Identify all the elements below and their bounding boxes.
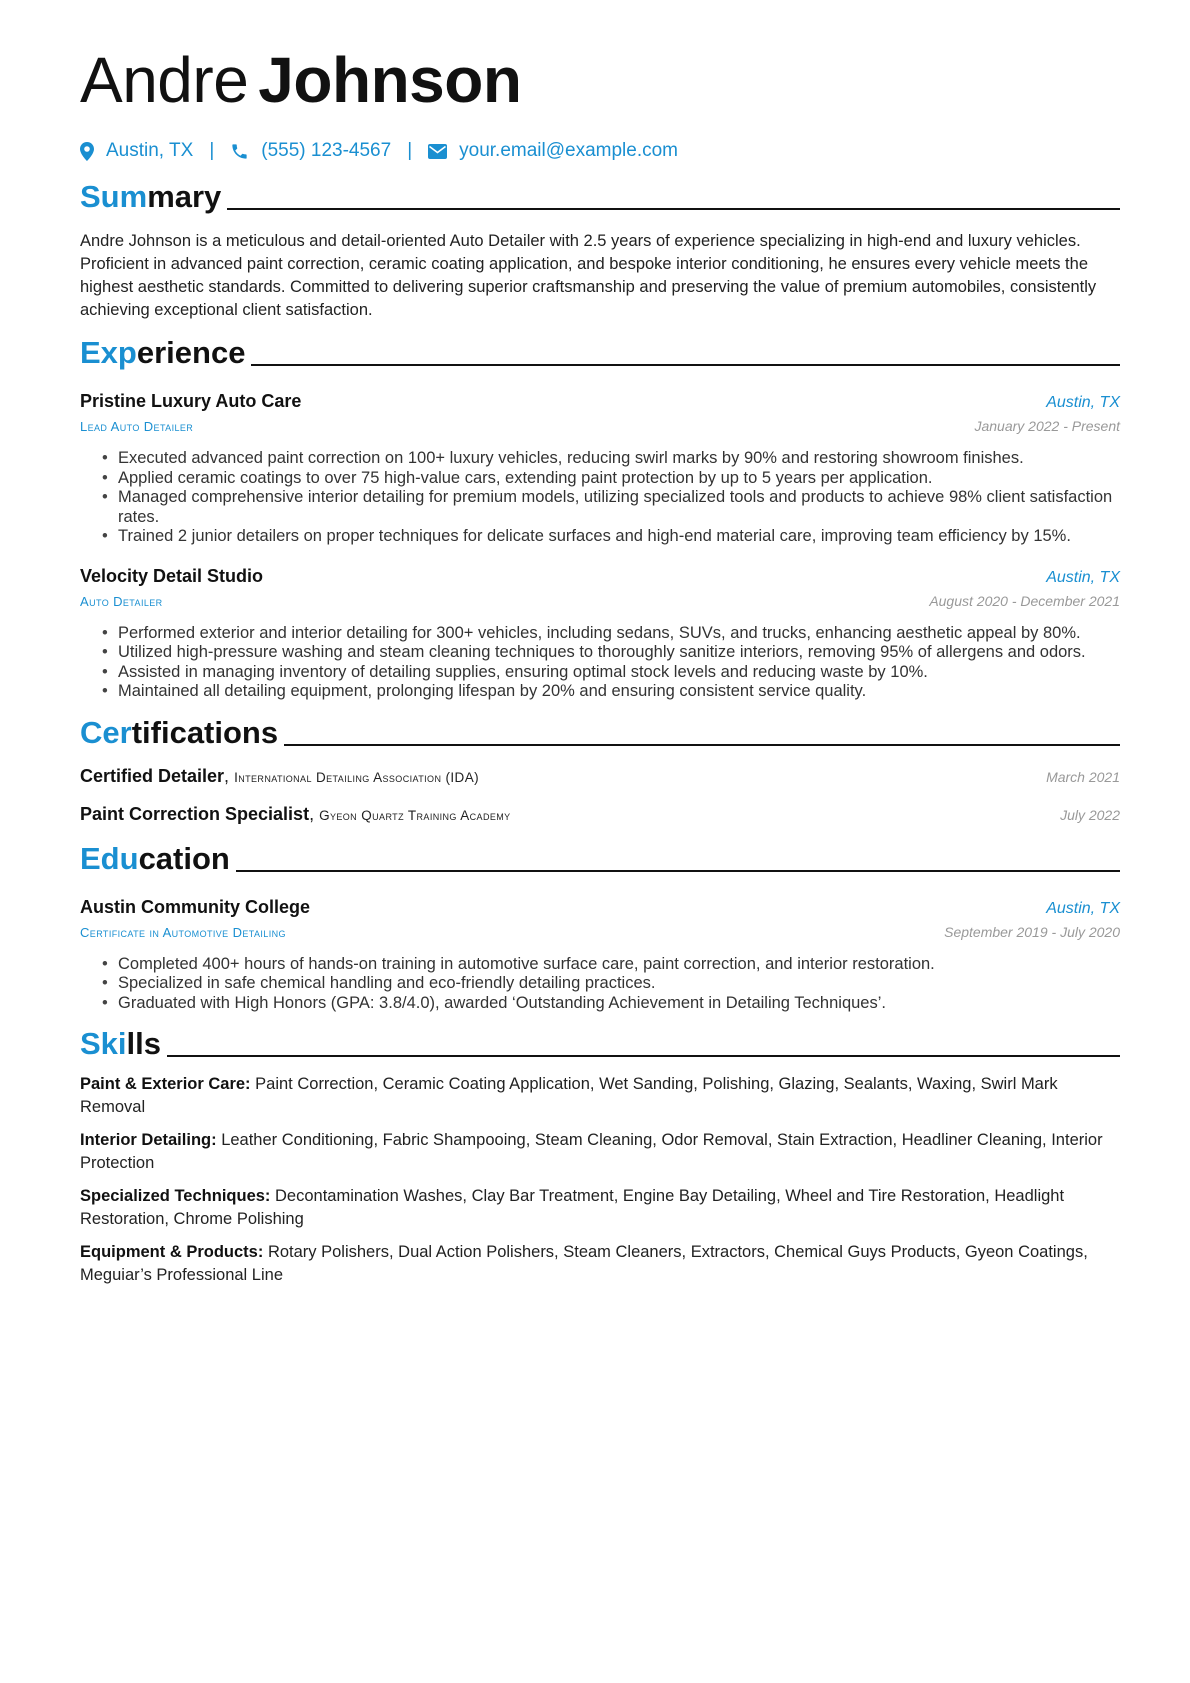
- list-item: • Utilized high-pressure washing and steam cleaning techniques to thoroughly sanitize interiors, removing 95% of allergens and odors.: [118, 643, 1120, 663]
- section-divider: [251, 364, 1120, 366]
- section-header: [80, 840, 1120, 878]
- section-header: [80, 714, 1120, 752]
- job-title: Auto Detailer: [80, 593, 163, 609]
- section-header: [80, 334, 1120, 372]
- list-item: • Completed 400+ hours of hands-on training in automotive surface care, paint correction, and interior restoration.: [118, 955, 1120, 975]
- contact-bar: [80, 136, 1120, 166]
- achievement-list: [80, 449, 1120, 547]
- summary-section: [80, 178, 1120, 322]
- skill-group: [80, 1129, 1120, 1175]
- skill-group-items: Rotary Polishers, Dual Action Polishers, Steam Cleaners, Extractors, Chemical Guys Products, Gyeon Coatings, Meguiar’s Professional Line: [80, 1243, 1088, 1284]
- section-header: [80, 1025, 1120, 1063]
- contact-email[interactable]: [428, 140, 678, 162]
- location-text: Austin, TX: [106, 140, 194, 161]
- section-header: [80, 178, 1120, 216]
- certification-entry: Paint Correction Specialist, Gyeon Quartz Training Academy July 2022: [80, 803, 1120, 824]
- job-dates: August 2020 - December 2021: [929, 592, 1120, 609]
- section-title: Experience: [80, 335, 246, 370]
- job-location: Austin, TX: [1046, 568, 1120, 586]
- job-title: Lead Auto Detailer: [80, 419, 194, 434]
- skill-group-label: Specialized Techniques:: [80, 1187, 271, 1205]
- skill-group-label: Interior Detailing:: [80, 1131, 217, 1149]
- contact-separator: |: [209, 140, 215, 161]
- skills-section: [80, 1025, 1120, 1287]
- skill-group-items: Leather Conditioning, Fabric Shampooing, Steam Cleaning, Odor Removal, Stain Extraction, Headliner Cleaning, Interior Protection: [80, 1131, 1103, 1172]
- section-title: Skills: [80, 1026, 161, 1061]
- certification-date: March 2021: [1046, 768, 1120, 785]
- skill-group-label: Equipment & Products:: [80, 1243, 264, 1261]
- skill-group: [80, 1241, 1120, 1287]
- achievement-list: [80, 624, 1120, 702]
- job-dates: January 2022 - Present: [974, 418, 1120, 434]
- experience-entry: [80, 388, 1120, 547]
- experience-entry: [80, 563, 1120, 702]
- section-title: Certifications: [80, 714, 279, 750]
- school-location: Austin, TX: [1046, 899, 1120, 917]
- job-location: Austin, TX: [1046, 394, 1120, 411]
- first-name: Andre: [80, 44, 249, 116]
- contact-separator: |: [407, 140, 413, 161]
- section-title: Summary: [80, 179, 222, 214]
- map-pin-icon: [80, 142, 94, 161]
- list-item: • Assisted in managing inventory of detailing supplies, ensuring optimal stock levels and reducing waste by 10%.: [118, 663, 1120, 683]
- skill-group: [80, 1185, 1120, 1231]
- candidate-name: [80, 38, 1120, 122]
- phone-icon: [230, 142, 249, 161]
- education-dates: September 2019 - July 2020: [944, 923, 1120, 940]
- list-item: • Executed advanced paint correction on 100+ luxury vehicles, reducing swirl marks by 90% and restoring showroom finishes.: [118, 449, 1120, 469]
- certification-date: July 2022: [1060, 806, 1120, 823]
- envelope-icon: [428, 144, 447, 159]
- list-item: • Applied ceramic coatings to over 75 high-value cars, extending paint protection by up to 5 years per application.: [118, 469, 1120, 489]
- section-divider: [236, 870, 1120, 872]
- section-divider: [167, 1055, 1120, 1057]
- experience-section: [80, 334, 1120, 702]
- certifications-section: [80, 714, 1120, 828]
- skill-group: [80, 1073, 1120, 1119]
- list-item: • Maintained all detailing equipment, prolonging lifespan by 20% and ensuring consistent service quality.: [118, 682, 1120, 702]
- list-item: • Managed comprehensive interior detailing for premium models, utilizing specialized tools and products to achieve 98% client satisfaction rates.: [118, 488, 1120, 527]
- certification-issuer: International Detailing Association (IDA): [234, 769, 479, 785]
- phone-text: (555) 123-4567: [261, 140, 392, 161]
- education-list: [80, 955, 1120, 1014]
- summary-text: Andre Johnson is a meticulous and detail-oriented Auto Detailer with 2.5 years of experience specializing in high-end and luxury vehicles. Proficient in advanced paint correction, ceramic coating application, and bespoke interior conditioning, he ensures every vehicle meets the highest aesthetic standards. Committed to delivering superior craftsmanship and preserving the value of premium automobiles, consistently achieving exceptional client satisfaction.: [80, 232, 1097, 319]
- section-divider: [284, 744, 1120, 746]
- skill-group-label: Paint & Exterior Care:: [80, 1075, 251, 1093]
- contact-phone[interactable]: [230, 140, 391, 162]
- company-name: Velocity Detail Studio: [80, 565, 264, 586]
- school-name: Austin Community College: [80, 896, 311, 917]
- contact-location: [80, 140, 193, 162]
- email-text: your.email@example.com: [459, 140, 678, 161]
- credential-name: Certificate in Automotive Detailing: [80, 924, 286, 940]
- certification-entry: Certified Detailer, International Detailing Association (IDA) March 2021: [80, 765, 1120, 786]
- certification-name: Paint Correction Specialist: [80, 803, 310, 824]
- skill-group-items: Decontamination Washes, Clay Bar Treatment, Engine Bay Detailing, Wheel and Tire Restoration, Headlight Restoration, Chrome Polishing: [80, 1187, 1065, 1228]
- certification-name: Certified Detailer: [80, 765, 225, 786]
- education-section: [80, 840, 1120, 1014]
- skill-group-items: Paint Correction, Ceramic Coating Application, Wet Sanding, Polishing, Glazing, Sealants, Waxing, Swirl Mark Removal: [80, 1075, 1058, 1116]
- last-name: Johnson: [258, 44, 522, 116]
- resume-page: [80, 38, 1120, 1287]
- list-item: • Performed exterior and interior detailing for 300+ vehicles, including sedans, SUVs, and trucks, enhancing aesthetic appeal by 80%.: [118, 624, 1120, 644]
- list-item: • Specialized in safe chemical handling and eco-friendly detailing practices.: [118, 974, 1120, 994]
- company-name: Pristine Luxury Auto Care: [80, 391, 302, 411]
- education-entry: [80, 894, 1120, 1014]
- section-divider: [227, 208, 1120, 210]
- list-item: • Graduated with High Honors (GPA: 3.8/4.0), awarded ‘Outstanding Achievement in Detailing Techniques’.: [118, 994, 1120, 1014]
- section-title: Education: [80, 840, 230, 876]
- certification-issuer: Gyeon Quartz Training Academy: [319, 807, 511, 823]
- list-item: • Trained 2 junior detailers on proper techniques for delicate surfaces and high-end material care, improving team efficiency by 15%.: [118, 527, 1120, 547]
